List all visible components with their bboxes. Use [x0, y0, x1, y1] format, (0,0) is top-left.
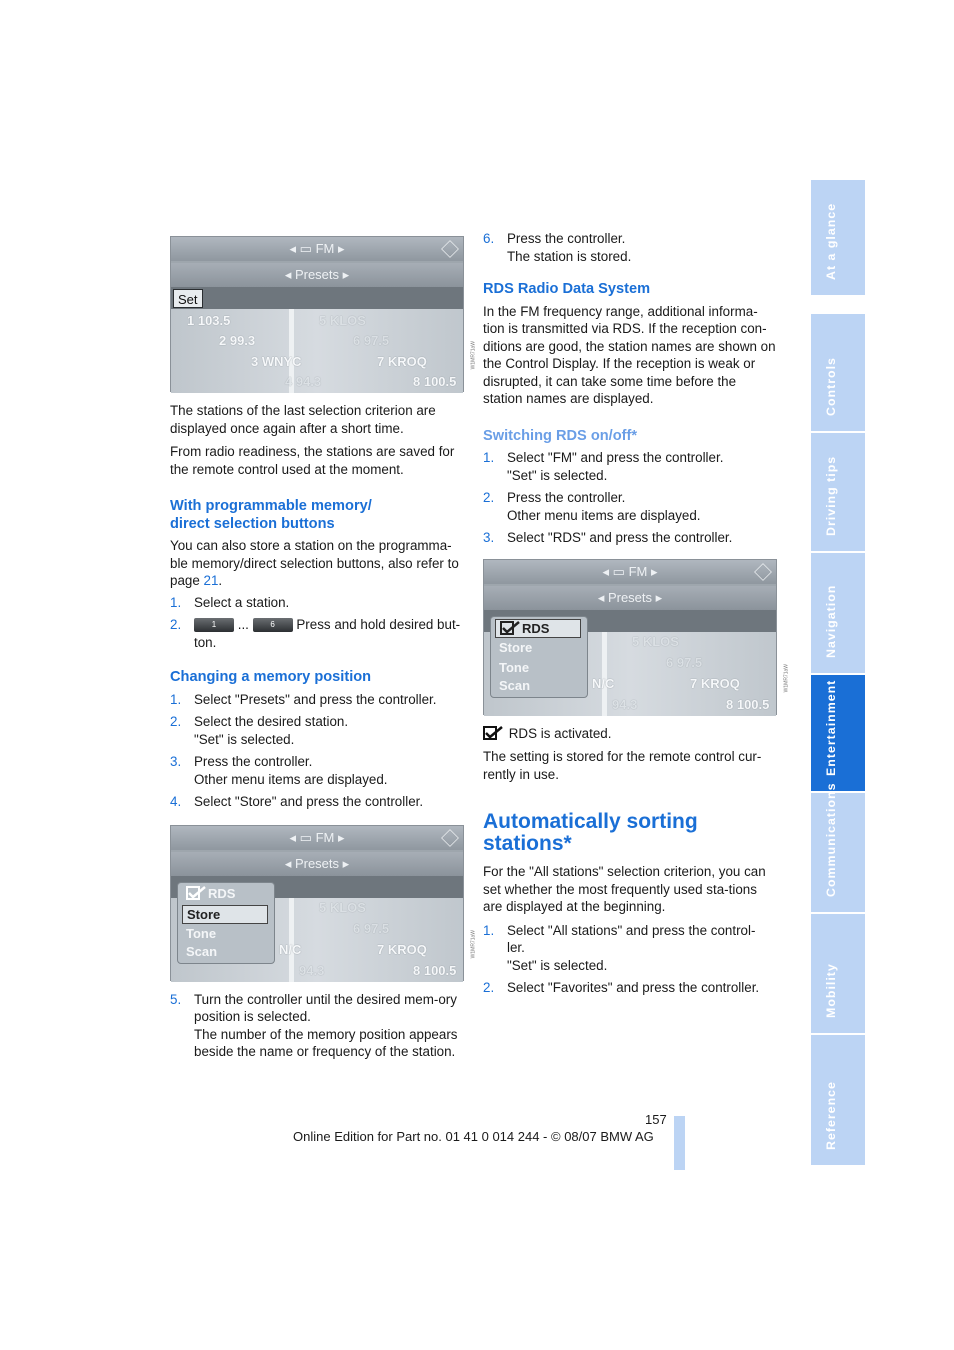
- paragraph: The setting is stored for the remote control cur-rently in use.: [483, 749, 762, 782]
- station-cell: 8 100.5: [413, 962, 457, 978]
- image-code: W1MR71aW: [783, 663, 789, 692]
- list-item: 5. Turn the controller until the desired mem-ory position is selected. The number of the memory position appears beside the name or frequency of the station.: [170, 991, 458, 1059]
- list-item: 1. Select "All stations" and press the control-ler. "Set" is selected.: [483, 922, 756, 973]
- paragraph: You can also store a station on the programma-ble memory/direct selection buttons, also refer to page 21.: [170, 538, 459, 588]
- step-list: [483, 230, 779, 265]
- station-cell: 94.3: [299, 962, 325, 978]
- station-cell: 7 KROQ: [377, 354, 427, 369]
- station-cell: 2 99.3: [219, 333, 256, 348]
- menu-item-scan: Scan: [186, 943, 218, 959]
- station-cell: 7 KROQ: [377, 941, 427, 957]
- menu-item-tone: Tone: [499, 659, 530, 675]
- set-label: Set: [173, 289, 203, 308]
- tab-navigation[interactable]: Navigation: [811, 553, 865, 675]
- menu-item-store: Store: [499, 639, 533, 655]
- station-cell: 7 KROQ: [690, 675, 740, 691]
- station-cell: 5 KLOS: [319, 899, 366, 915]
- rds-status: RDS is activated.: [483, 725, 779, 743]
- list-item: 3. Press the controller. Other menu items are displayed.: [170, 754, 388, 787]
- tab-controls[interactable]: Controls: [811, 314, 865, 433]
- station-cell: 8 100.5: [413, 374, 457, 389]
- list-item: 2. Press the controller. Other menu items are displayed.: [483, 490, 701, 523]
- station-cell: 5 KLOS: [319, 313, 366, 328]
- chapter-tabs: [811, 180, 865, 1167]
- step-list: [170, 691, 466, 811]
- tab-reference[interactable]: Reference: [811, 1035, 865, 1167]
- section-heading: Changing a memory position: [170, 669, 372, 685]
- list-item: 4. Select "Store" and press the controller.: [170, 794, 424, 809]
- list-item: 6. Press the controller. The station is stored.: [483, 231, 632, 264]
- page-link[interactable]: 21: [203, 573, 219, 588]
- checkbox-checked-icon: [186, 886, 208, 900]
- paragraph: For the "All stations" selection criterion, you can set whether the most frequently used sta-tions are displayed at the beginning.: [483, 864, 766, 914]
- station-cell: 6 97.5: [353, 333, 390, 348]
- station-cell: 6 97.5: [666, 654, 703, 670]
- image-code: W1MR71aW: [470, 929, 476, 958]
- station-cell: N/C: [279, 941, 302, 957]
- station-cell: N/C: [592, 675, 615, 691]
- subsection-heading: Switching RDS on/off*: [483, 427, 638, 444]
- tab-entertainment[interactable]: Entertainment: [811, 675, 865, 793]
- control-display-screenshot-rds: [483, 559, 789, 715]
- presets-bar: ◂ Presets ▸: [171, 852, 463, 876]
- tab-driving-tips[interactable]: Driving tips: [811, 433, 865, 553]
- set-bar: [171, 287, 463, 309]
- list-item: 1. Select "FM" and press the controller. "Set" is selected.: [483, 450, 724, 483]
- list-item: 2. Select "Favorites" and press the controller.: [483, 980, 760, 995]
- grid-separator: [289, 898, 294, 982]
- step-list: [170, 594, 466, 652]
- section-heading: RDS Radio Data System: [483, 281, 651, 297]
- section-heading: With programmable memory/ direct selection buttons: [170, 498, 372, 532]
- station-cell: 5 KLOS: [632, 633, 679, 649]
- tab-communications[interactable]: Communications: [811, 793, 865, 914]
- tab-at-a-glance[interactable]: At a glance: [811, 180, 865, 297]
- menu-item-rds: RDS: [186, 885, 235, 903]
- options-menu: [177, 882, 275, 964]
- station-cell: 3 WNYC: [251, 354, 302, 369]
- paragraph: The stations of the last selection criterion are displayed once again after a short time.: [170, 403, 436, 436]
- station-cell: 1 103.5: [187, 313, 231, 328]
- band-bar: ◂ ▭ FM ▸: [171, 237, 463, 261]
- image-code: W1MR71aW: [470, 341, 476, 370]
- left-column: [170, 236, 476, 1066]
- station-cell: 6 97.5: [353, 920, 390, 936]
- tab-mobility[interactable]: Mobility: [811, 914, 865, 1035]
- menu-item-scan: Scan: [499, 677, 531, 693]
- presets-bar: ◂ Presets ▸: [484, 586, 776, 610]
- paragraph: From radio readiness, the stations are saved for the remote control used at the moment.: [170, 444, 455, 477]
- memory-button-6-image: 6: [253, 618, 293, 632]
- control-display-screenshot-set: [170, 236, 476, 392]
- checkbox-checked-icon: [483, 726, 505, 740]
- paragraph: In the FM frequency range, additional informa-tion is transmitted via RDS. If the reception con-ditions are good, the station names are shown on the Control Display. If the reception is weak or disrupted, it can take some time before the station names are displayed.: [483, 303, 776, 406]
- station-cell: 94.3: [612, 696, 638, 712]
- menu-item-store: Store: [182, 905, 268, 925]
- memory-button-1-image: 1: [194, 618, 234, 632]
- list-item: 2. Select the desired station. "Set" is selected.: [170, 714, 349, 747]
- grid-separator: [602, 632, 607, 716]
- step-list: [483, 449, 779, 547]
- presets-bar: ◂ Presets ▸: [171, 263, 463, 287]
- page-number: 157: [645, 1112, 667, 1127]
- step-list: [483, 922, 779, 997]
- list-item: 2. 1 ... 6 Press and hold desired but-ton.: [170, 617, 461, 650]
- list-item: 1. Select "Presets" and press the controller.: [170, 691, 437, 707]
- control-display-screenshot-store: [170, 825, 476, 981]
- station-cell: 4 94.3: [285, 374, 322, 389]
- list-item: 3. Select "RDS" and press the controller.: [483, 530, 733, 545]
- step-list: [170, 991, 466, 1061]
- checkbox-checked-icon: [500, 621, 522, 635]
- footer-text: Online Edition for Part no. 01 41 0 014 244 - © 08/07 BMW AG: [293, 1129, 654, 1144]
- options-menu: [490, 616, 588, 698]
- menu-item-rds: RDS: [495, 619, 581, 639]
- chapter-heading: Automatically sorting stations*: [483, 810, 698, 855]
- menu-item-tone: Tone: [186, 925, 217, 941]
- band-bar: ◂ ▭ FM ▸: [484, 560, 776, 584]
- list-item: 1. Select a station.: [170, 594, 290, 610]
- band-bar: ◂ ▭ FM ▸: [171, 826, 463, 850]
- station-cell: 8 100.5: [726, 696, 770, 712]
- right-column: [483, 230, 789, 1002]
- footer-accent-bar: [674, 1116, 685, 1170]
